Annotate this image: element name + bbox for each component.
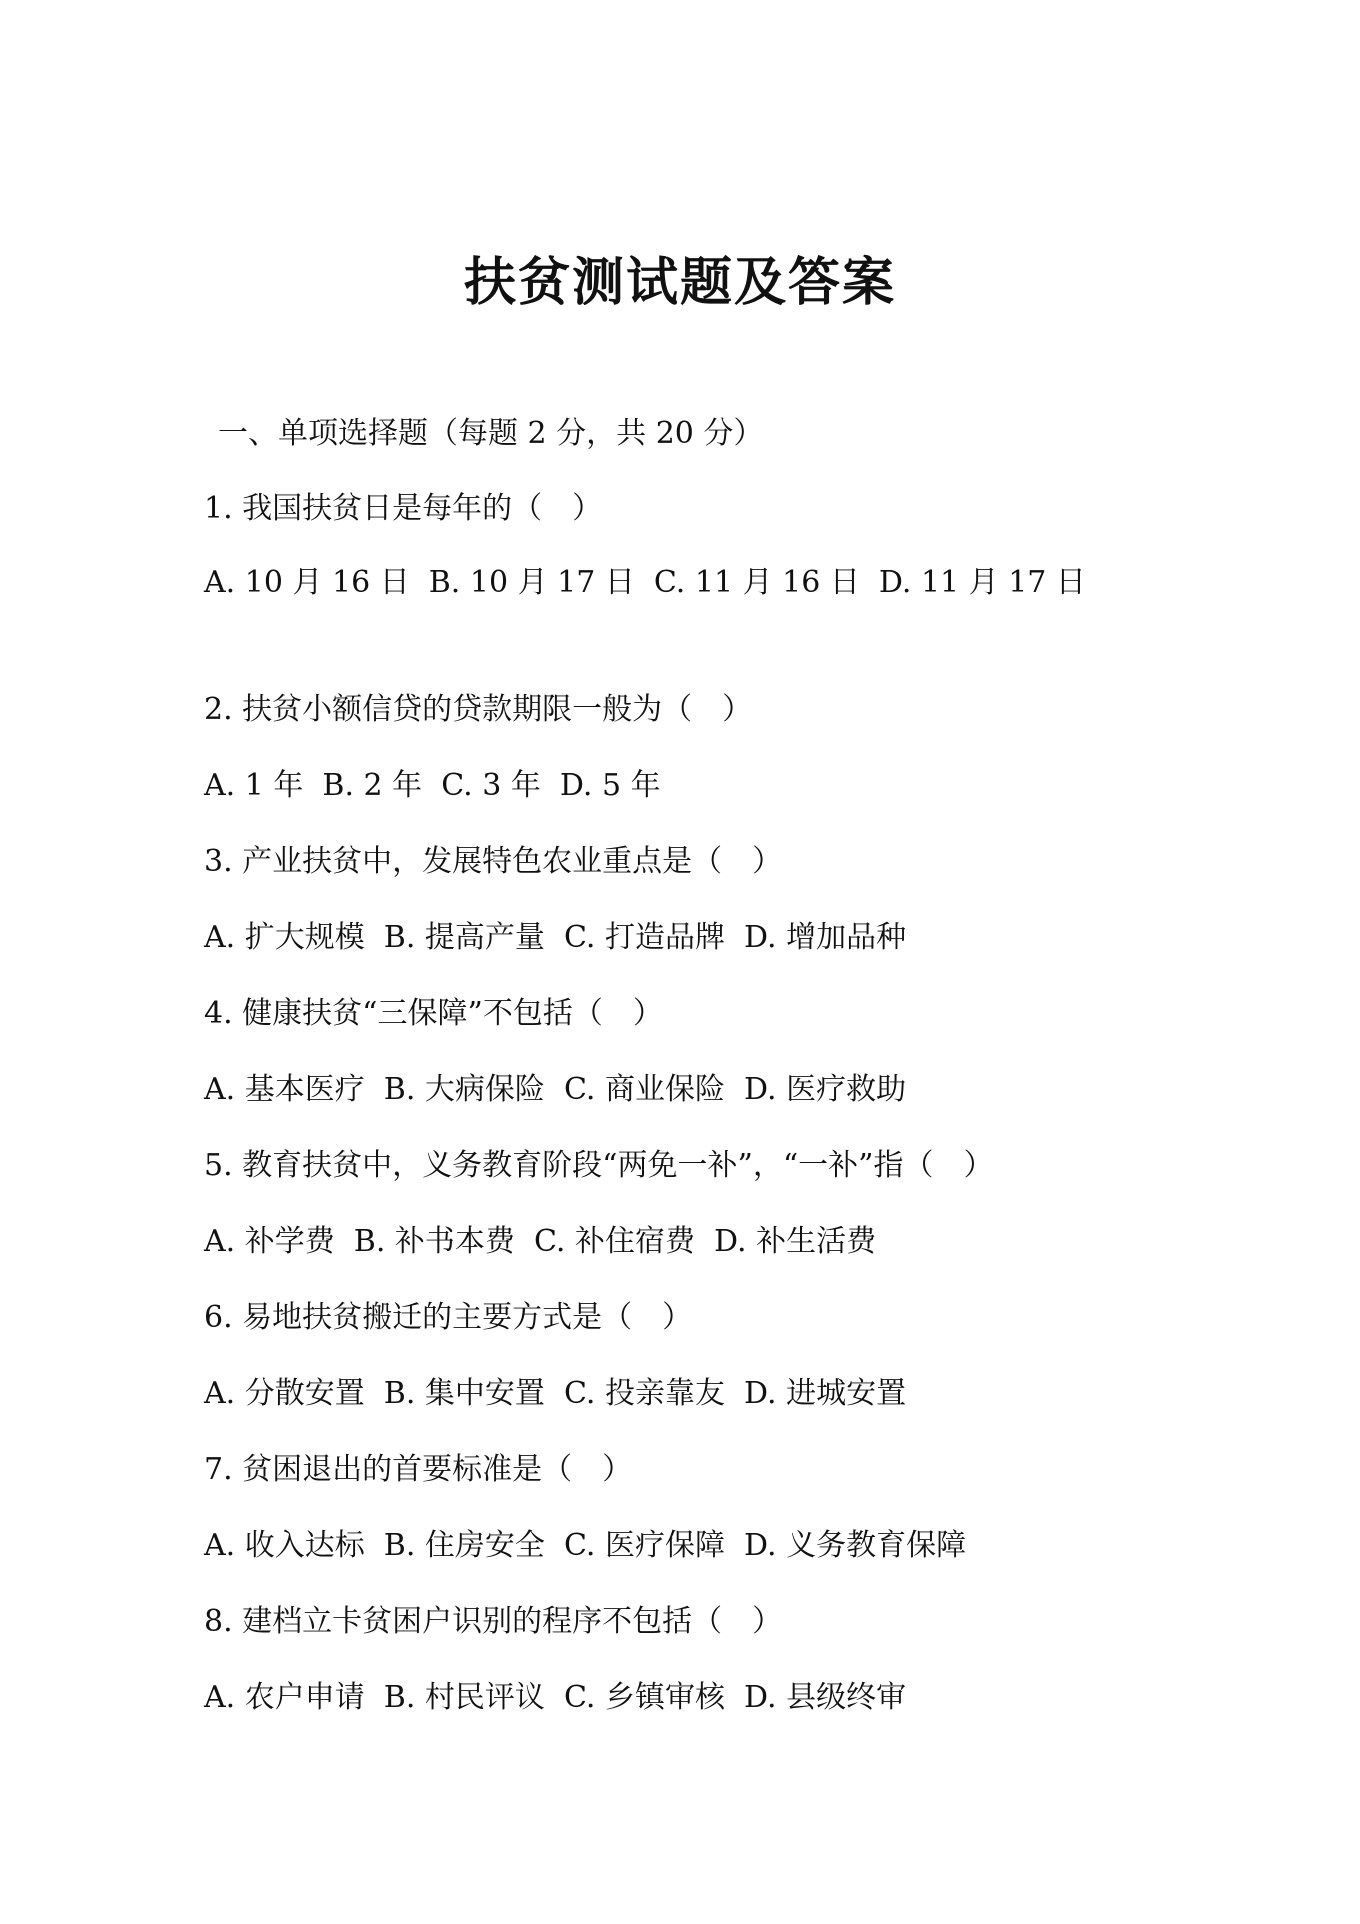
question-3-options: A. 扩大规模 B. 提高产量 C. 打造品牌 D. 增加品种: [204, 920, 907, 955]
question-6-stem: 6. 易地扶贫搬迁的主要方式是（ ）: [204, 1300, 693, 1335]
question-4-options: A. 基本医疗 B. 大病保险 C. 商业保险 D. 医疗救助: [204, 1072, 907, 1107]
question-5-options: A. 补学费 B. 补书本费 C. 补住宿费 D. 补生活费: [204, 1224, 877, 1259]
question-1-options: A. 10 月 16 日 B. 10 月 17 日 C. 11 月 16 日 D. 11 月 17 日: [204, 565, 1086, 600]
question-8-stem: 8. 建档立卡贫困户识别的程序不包括（ ）: [204, 1604, 783, 1639]
question-7-options: A. 收入达标 B. 住房安全 C. 医疗保障 D. 义务教育保障: [204, 1528, 967, 1563]
question-2-stem: 2. 扶贫小额信贷的贷款期限一般为（ ）: [204, 692, 753, 727]
question-7-stem: 7. 贫困退出的首要标准是（ ）: [204, 1452, 633, 1487]
question-6-options: A. 分散安置 B. 集中安置 C. 投亲靠友 D. 进城安置: [204, 1376, 907, 1411]
question-5-stem: 5. 教育扶贫中，义务教育阶段“两免一补”，“一补”指（ ）: [204, 1148, 994, 1183]
question-8-options: A. 农户申请 B. 村民评议 C. 乡镇审核 D. 县级终审: [204, 1680, 907, 1715]
question-2-options: A. 1 年 B. 2 年 C. 3 年 D. 5 年: [204, 768, 661, 803]
document-title: 扶贫测试题及答案: [463, 252, 896, 313]
question-4-stem: 4. 健康扶贫“三保障”不包括（ ）: [204, 996, 663, 1031]
section-heading: 一、单项选择题（每题 2 分，共 20 分）: [218, 416, 764, 451]
question-1-stem: 1. 我国扶贫日是每年的（ ）: [204, 491, 603, 526]
question-3-stem: 3. 产业扶贫中，发展特色农业重点是（ ）: [204, 844, 783, 879]
